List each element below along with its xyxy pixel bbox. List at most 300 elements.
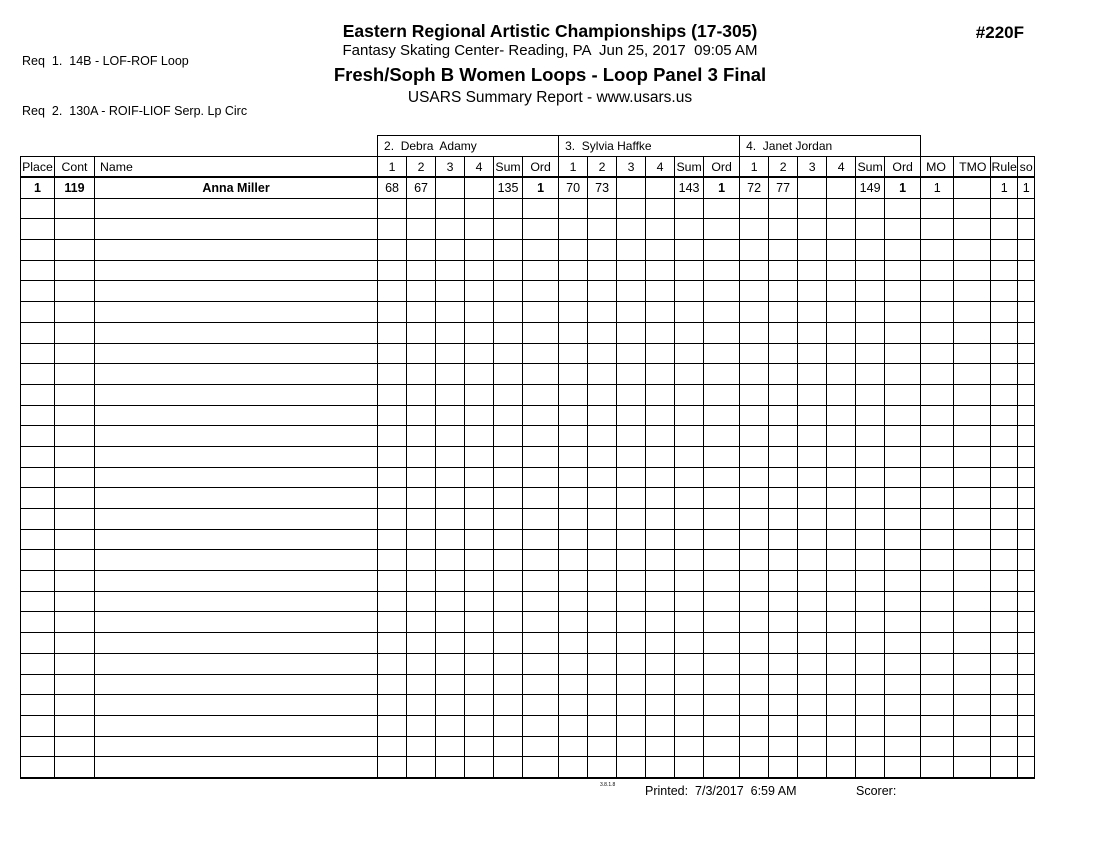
empty-name-cell [95,405,378,426]
empty-ord-cell [885,446,921,467]
empty-ord-cell [885,322,921,343]
score-table [20,135,1035,779]
empty-stat-cell [954,384,991,405]
score-cell: 67 [407,177,436,198]
empty-score-cell [827,674,856,695]
empty-score-cell [494,509,523,530]
empty-score-cell [827,260,856,281]
empty-stat-cell [991,240,1018,261]
empty-stat-cell [921,364,954,385]
sum-cell: 143 [675,177,704,198]
empty-score-cell [465,281,494,302]
col-header-trial-4: 4 [646,157,675,178]
empty-score-cell [559,529,588,550]
empty-name-cell [95,653,378,674]
empty-score-cell [494,384,523,405]
empty-score-cell [740,405,769,426]
empty-score-cell [407,281,436,302]
empty-score-cell [856,384,885,405]
empty-name-cell [95,633,378,654]
empty-score-cell [740,364,769,385]
empty-place-cell [21,612,55,633]
empty-ord-cell [704,757,740,778]
empty-cont-cell [55,384,95,405]
empty-score-cell [769,260,798,281]
empty-stat-cell [954,405,991,426]
empty-score-cell [407,198,436,219]
empty-score-cell [798,302,827,323]
empty-score-cell [827,612,856,633]
empty-score-cell [494,612,523,633]
empty-score-cell [769,364,798,385]
empty-score-cell [407,488,436,509]
empty-ord-cell [885,260,921,281]
empty-score-cell [827,736,856,757]
empty-score-cell [465,571,494,592]
empty-stat-cell [991,343,1018,364]
empty-score-cell [378,550,407,571]
col-header-cont: Cont [55,157,95,178]
empty-score-cell [465,674,494,695]
empty-cont-cell [55,467,95,488]
empty-ord-cell [704,446,740,467]
empty-cont-cell [55,529,95,550]
empty-score-cell [798,571,827,592]
empty-score-cell [378,529,407,550]
empty-stat-cell [991,529,1018,550]
empty-stat-cell [954,695,991,716]
empty-ord-cell [885,219,921,240]
empty-score-cell [465,509,494,530]
empty-ord-cell [523,715,559,736]
empty-score-cell [436,633,465,654]
empty-score-cell [559,550,588,571]
empty-stat-cell [1018,405,1035,426]
empty-ord-cell [885,529,921,550]
empty-score-cell [378,695,407,716]
empty-score-cell [769,736,798,757]
empty-score-cell [856,343,885,364]
empty-stat-cell [991,405,1018,426]
empty-score-cell [617,571,646,592]
empty-score-cell [494,322,523,343]
empty-score-cell [465,302,494,323]
empty-score-cell [740,343,769,364]
score-cell: 77 [769,177,798,198]
empty-score-cell [407,674,436,695]
empty-score-cell [675,467,704,488]
empty-place-cell [21,343,55,364]
empty-ord-cell [704,198,740,219]
empty-stat-cell [1018,426,1035,447]
empty-cont-cell [55,736,95,757]
empty-score-cell [798,219,827,240]
empty-score-cell [407,591,436,612]
empty-cont-cell [55,426,95,447]
score-cell [465,177,494,198]
empty-score-cell [646,715,675,736]
empty-stat-cell [991,219,1018,240]
empty-stat-cell [991,550,1018,571]
empty-stat-cell [991,488,1018,509]
empty-stat-cell [921,736,954,757]
empty-score-cell [769,405,798,426]
empty-score-cell [378,757,407,778]
empty-score-cell [856,446,885,467]
empty-score-cell [494,343,523,364]
empty-score-cell [559,715,588,736]
empty-score-cell [827,550,856,571]
empty-score-cell [494,736,523,757]
empty-score-cell [465,633,494,654]
empty-stat-cell [954,302,991,323]
empty-score-cell [827,240,856,261]
empty-stat-cell [954,322,991,343]
empty-score-cell [588,653,617,674]
empty-ord-cell [704,405,740,426]
empty-score-cell [617,633,646,654]
empty-stat-cell [991,757,1018,778]
empty-score-cell [559,198,588,219]
empty-score-cell [827,757,856,778]
empty-score-cell [465,550,494,571]
empty-ord-cell [523,198,559,219]
empty-score-cell [436,488,465,509]
scorer-label: Scorer: [856,784,897,798]
empty-stat-cell [921,591,954,612]
empty-score-cell [407,715,436,736]
empty-name-cell [95,343,378,364]
empty-score-cell [378,240,407,261]
empty-score-cell [465,653,494,674]
empty-stat-cell [1018,736,1035,757]
empty-stat-cell [1018,219,1035,240]
empty-score-cell [856,467,885,488]
empty-score-cell [675,302,704,323]
empty-ord-cell [523,384,559,405]
empty-score-cell [465,426,494,447]
empty-score-cell [827,343,856,364]
empty-score-cell [827,488,856,509]
empty-score-cell [740,633,769,654]
so-cell: 1 [1018,177,1035,198]
empty-stat-cell [991,736,1018,757]
col-header-rule: Rule [991,157,1018,178]
empty-name-cell [95,695,378,716]
empty-stat-cell [1018,302,1035,323]
empty-score-cell [617,322,646,343]
empty-stat-cell [954,571,991,592]
empty-score-cell [740,488,769,509]
empty-stat-cell [954,550,991,571]
empty-score-cell [827,715,856,736]
empty-score-cell [856,736,885,757]
empty-score-cell [646,467,675,488]
empty-stat-cell [921,612,954,633]
empty-score-cell [407,384,436,405]
empty-ord-cell [885,633,921,654]
version-stamp: 3.8.1.8 [600,782,616,788]
empty-place-cell [21,198,55,219]
empty-ord-cell [523,405,559,426]
empty-score-cell [465,612,494,633]
empty-score-cell [494,281,523,302]
empty-score-cell [798,343,827,364]
empty-score-cell [646,529,675,550]
empty-score-cell [827,405,856,426]
empty-ord-cell [885,550,921,571]
empty-score-cell [407,736,436,757]
empty-stat-cell [921,426,954,447]
empty-cont-cell [55,302,95,323]
empty-place-cell [21,633,55,654]
empty-score-cell [827,281,856,302]
empty-score-cell [617,736,646,757]
empty-stat-cell [1018,715,1035,736]
col-header-trial-4: 4 [465,157,494,178]
col-header-trial-2: 2 [407,157,436,178]
empty-cont-cell [55,343,95,364]
empty-stat-cell [1018,591,1035,612]
empty-place-cell [21,240,55,261]
venue-date-line: Fantasy Skating Center- Reading, PA Jun 25, 2017 09:05 AM [342,42,758,59]
empty-stat-cell [991,633,1018,654]
empty-score-cell [740,446,769,467]
empty-score-cell [494,488,523,509]
empty-ord-cell [704,736,740,757]
empty-score-cell [407,405,436,426]
empty-place-cell [21,405,55,426]
empty-score-cell [436,612,465,633]
empty-score-cell [769,591,798,612]
empty-score-cell [378,219,407,240]
empty-stat-cell [954,488,991,509]
empty-score-cell [465,198,494,219]
empty-stat-cell [991,467,1018,488]
empty-score-cell [646,488,675,509]
empty-score-cell [407,322,436,343]
empty-cont-cell [55,405,95,426]
empty-score-cell [798,674,827,695]
empty-score-cell [675,529,704,550]
empty-score-cell [559,467,588,488]
empty-score-cell [378,302,407,323]
empty-score-cell [856,302,885,323]
empty-score-cell [436,715,465,736]
col-header-trial-3: 3 [617,157,646,178]
empty-score-cell [798,198,827,219]
empty-score-cell [740,219,769,240]
empty-stat-cell [1018,633,1035,654]
empty-stat-cell [921,322,954,343]
empty-cont-cell [55,591,95,612]
empty-score-cell [769,343,798,364]
empty-score-cell [798,715,827,736]
empty-cont-cell [55,260,95,281]
empty-stat-cell [991,715,1018,736]
empty-cont-cell [55,488,95,509]
empty-score-cell [407,550,436,571]
score-cell [827,177,856,198]
empty-cont-cell [55,509,95,530]
empty-ord-cell [704,529,740,550]
empty-stat-cell [921,343,954,364]
empty-score-cell [559,591,588,612]
empty-cont-cell [55,550,95,571]
empty-ord-cell [704,488,740,509]
empty-stat-cell [1018,612,1035,633]
empty-place-cell [21,653,55,674]
empty-score-cell [407,695,436,716]
sum-cell: 149 [856,177,885,198]
empty-cont-cell [55,695,95,716]
empty-score-cell [740,302,769,323]
empty-score-cell [465,260,494,281]
empty-score-cell [436,322,465,343]
empty-score-cell [494,757,523,778]
empty-score-cell [559,384,588,405]
band-spacer-left [21,136,378,157]
empty-score-cell [436,446,465,467]
empty-score-cell [588,571,617,592]
empty-score-cell [740,198,769,219]
empty-score-cell [617,695,646,716]
empty-score-cell [646,653,675,674]
empty-score-cell [740,695,769,716]
empty-place-cell [21,757,55,778]
empty-score-cell [740,550,769,571]
empty-stat-cell [954,529,991,550]
empty-score-cell [378,343,407,364]
empty-score-cell [798,405,827,426]
empty-score-cell [827,529,856,550]
empty-name-cell [95,674,378,695]
empty-ord-cell [523,281,559,302]
empty-score-cell [675,281,704,302]
empty-score-cell [494,260,523,281]
col-header-sum: Sum [675,157,704,178]
empty-score-cell [617,260,646,281]
score-cell [617,177,646,198]
empty-score-cell [617,550,646,571]
empty-score-cell [675,405,704,426]
empty-score-cell [436,198,465,219]
empty-score-cell [436,757,465,778]
empty-stat-cell [991,281,1018,302]
empty-name-cell [95,281,378,302]
empty-score-cell [588,488,617,509]
empty-stat-cell [991,695,1018,716]
empty-score-cell [856,219,885,240]
req-line-2: Req 2. 130A - ROIF-LIOF Serp. Lp Circ [22,103,248,118]
empty-score-cell [769,571,798,592]
empty-score-cell [769,446,798,467]
empty-score-cell [646,736,675,757]
empty-score-cell [559,509,588,530]
empty-score-cell [827,219,856,240]
empty-ord-cell [523,260,559,281]
empty-ord-cell [523,674,559,695]
empty-score-cell [675,736,704,757]
empty-cont-cell [55,446,95,467]
empty-score-cell [407,612,436,633]
empty-stat-cell [921,509,954,530]
empty-cont-cell [55,198,95,219]
empty-score-cell [675,550,704,571]
empty-score-cell [494,240,523,261]
empty-place-cell [21,736,55,757]
empty-score-cell [646,322,675,343]
empty-place-cell [21,715,55,736]
empty-ord-cell [523,446,559,467]
empty-score-cell [559,695,588,716]
empty-name-cell [95,591,378,612]
empty-place-cell [21,322,55,343]
empty-score-cell [769,384,798,405]
empty-score-cell [465,240,494,261]
empty-score-cell [407,757,436,778]
empty-stat-cell [954,653,991,674]
empty-ord-cell [523,591,559,612]
report-subtitle: USARS Summary Report - www.usars.us [407,89,693,106]
empty-ord-cell [523,550,559,571]
empty-score-cell [494,653,523,674]
rule-cell: 1 [991,177,1018,198]
empty-score-cell [559,260,588,281]
empty-stat-cell [1018,384,1035,405]
empty-ord-cell [885,653,921,674]
empty-stat-cell [921,488,954,509]
tmo-cell [954,177,991,198]
empty-score-cell [675,240,704,261]
empty-ord-cell [885,467,921,488]
empty-name-cell [95,384,378,405]
empty-stat-cell [954,446,991,467]
empty-cont-cell [55,219,95,240]
empty-ord-cell [704,467,740,488]
empty-score-cell [646,757,675,778]
empty-name-cell [95,467,378,488]
empty-score-cell [407,653,436,674]
empty-score-cell [588,695,617,716]
empty-score-cell [378,736,407,757]
empty-score-cell [378,467,407,488]
empty-score-cell [617,219,646,240]
empty-cont-cell [55,674,95,695]
empty-score-cell [617,405,646,426]
empty-name-cell [95,757,378,778]
empty-score-cell [617,509,646,530]
empty-stat-cell [991,653,1018,674]
empty-score-cell [494,426,523,447]
empty-ord-cell [704,426,740,447]
empty-score-cell [407,240,436,261]
empty-score-cell [465,446,494,467]
empty-score-cell [856,695,885,716]
empty-ord-cell [885,384,921,405]
empty-score-cell [675,343,704,364]
empty-ord-cell [704,674,740,695]
empty-score-cell [436,260,465,281]
empty-ord-cell [523,612,559,633]
empty-stat-cell [921,653,954,674]
empty-score-cell [856,426,885,447]
score-cell [798,177,827,198]
empty-score-cell [378,488,407,509]
col-header-trial-3: 3 [436,157,465,178]
empty-score-cell [559,364,588,385]
empty-score-cell [617,198,646,219]
